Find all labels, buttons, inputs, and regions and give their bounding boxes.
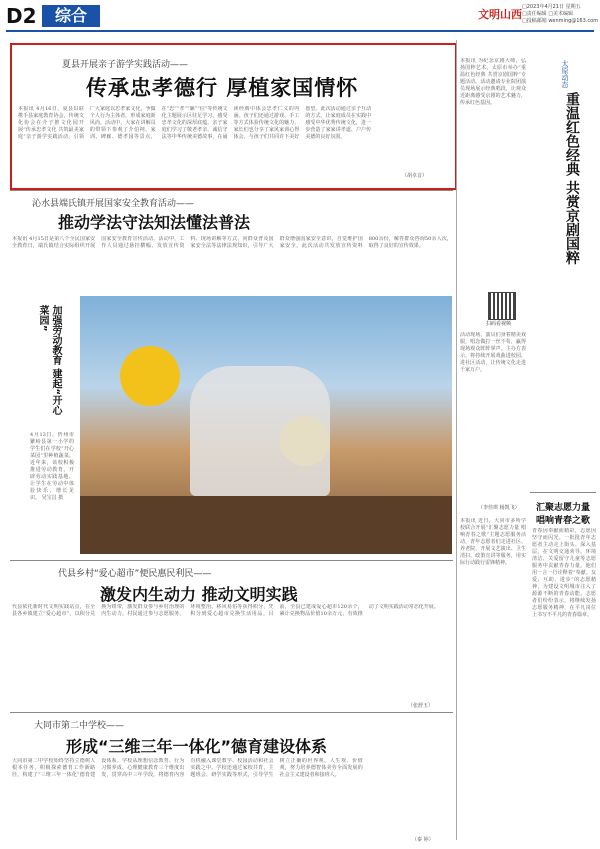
article1-body: 本报讯 4月16日，夏县妇联携手县家庭教育协会，传统文化协会在介子推文化园开展“传承忠孝文化 共筑最美家庭”亲子游学实践活动，引领广大家庭以忠孝家文化，争做个人行为主体者，形成家庭新风尚。活动中，大家在讲解员的带领下参观了介伯祠、家训、碑廊、德孝园等景点，在“忠”“孝”“廉”“信”等传统文化主题展示区驻足学习，感受忠孝文化的深厚底蕴。亲子家庭们学习了敬老孝亲、诚信守法等中华传统美德故事，在诵读经典中体会忠孝仁义的内涵。孩子们还通过游戏、手工等方式体验传统文化的魅力，家长们也分享了家风家训心得体会，与孩子们共同许下美好愿望。此次活动通过亲子互动的方式，让家庭成员在实践中感受中华优秀传统文化，进一步营造了家家讲孝道、户户传美德的良好氛围。 [18, 106, 372, 140]
editor-info: □责任编辑 □美术编辑 [522, 11, 574, 17]
article4-byline: （秦 婷） [412, 837, 434, 843]
masthead-rule [6, 30, 594, 32]
qr-code [488, 292, 516, 320]
article4-title: 形成“三维三年一体化”德育建设体系 [66, 737, 328, 756]
side-kicker: 太原动态 [561, 60, 569, 88]
section-label: 综合 [42, 5, 100, 27]
article1-subtitle: 夏县开展亲子游学实践活动—— [62, 60, 189, 70]
page-code: D2 [6, 4, 37, 28]
photo-caption: 4月13日，忻州市繁峙县第一小学的学生们在学校“开心菜园”里种植蔬菜。近年来，该校积极推进劳动教育，开辟劳动实践基地，让学生在劳动中体验快乐、增长见识。 吴宝昌 摄 [30, 432, 74, 501]
qr-caption: 扫码看视频 [486, 321, 512, 327]
right-body: 青春因奉献而精彩，志愿因坚守而闪光。一批批青年志愿者主动走上街头、深入基层，在文明交通劝导、环境清洁、关爱留守儿童等志愿服务中贡献青春力量。他们用一言一行诠释着“奉献、友爱、互助、进步”的志愿精神，为建设文明城市注入了源源不断的青春动能。志愿者们纷纷表示，将继续发扬志愿服务精神，在平凡岗位上书写不平凡的青春篇章。 [532, 528, 596, 618]
right-rule [530, 492, 596, 493]
article2-body: 本报讯 4月15日是第八个全民国家安全教育日，端氏镇结合实际组织开展国家安全教育宣传活动。活动中，工作人员通过悬挂横幅、发放宣传资料、现场讲解等方式，向群众普及国家安全法等法律法规知识，引导广大群众增强国家安全意识，自觉维护国家安全。此次活动共发放宣传资料800余份，解答群众咨询50余人次，取得了良好的宣传效果。 [12, 236, 452, 249]
article1-byline: （胡卓音） [402, 173, 428, 179]
email-info: □投稿邮箱 wenming@163.com [522, 18, 599, 24]
rule-2 [10, 190, 453, 191]
right-kicker: 汇聚志愿力量 [536, 503, 591, 513]
article2-title: 推动学法守法知法懂法普法 [58, 213, 251, 232]
column-divider [456, 40, 457, 840]
rule-3 [10, 560, 453, 561]
article4-subtitle: 大同市第二中学校—— [34, 721, 125, 731]
date-info: □2023年4月21日 星期五 [522, 4, 581, 10]
side-body2: 活动现场，演员们身着精美戏服，唱念做打一丝不苟，赢得现场观众阵阵掌声。主办方表示，将持续开展戏曲进校园、进社区活动，让传统文化走进千家万户。 [460, 332, 526, 373]
side-byline: （李佳琪 杨凯飞） [478, 505, 520, 511]
garden-bed [80, 496, 452, 554]
article1-title: 传承忠孝德行 厚植家国情怀 [86, 76, 359, 100]
side-cont: 本报讯 近日，大同市多所学校联合开展“汇聚志愿力量 唱响青春之歌”主题志愿服务活动，青年志愿者们走进社区、养老院，开展文艺演出、卫生清扫、政策宣讲等服务，用实际行动践行雷锋精神。 [460, 518, 526, 566]
right-title: 唱响青春之歌 [536, 516, 591, 526]
side-title: 重温红色经典 共赏京剧国粹 [564, 92, 580, 265]
sunflower-decor [120, 346, 180, 406]
article4-body: 大同市第二中学校始终坚持立德树人根本任务，积极探索德育工作新路径，构建了“三维三年一体化”德育建设体系。学校从理想信念教育、行为习惯养成、心理健康教育三个维度出发，贯穿高中三年学段，将德育内容有机融入课堂教学、校园活动和社会实践之中。学校还通过家校共育、主题班会、研学实践等形式，引导学生树立正确的世界观、人生观、价值观，努力培养德智体美劳全面发展的社会主义建设者和接班人。 [12, 758, 363, 778]
article3-subtitle: 代县乡村“爱心超市”便民惠民利民—— [58, 569, 212, 579]
news-photo [80, 296, 452, 554]
rule-4 [10, 712, 453, 713]
article3-body: 代县依托新时代文明实践站点，在全县各乡镇建立“爱心超市”，以积分兑换为纽带，激发群众参与乡村治理的内生动力。村民通过参与志愿服务、环境整治、移风易俗等获得积分，凭积分到爱心超市兑换生活用品。目前，全县已建成爱心超市120余个，累计兑换物品价值10余万元，有效推动了文明实践活动常态化开展。 [12, 604, 439, 617]
masthead-logo: 文明山西 [478, 8, 522, 21]
photo-title: 加强劳动教育 建起“开心菜园” [37, 305, 61, 416]
article3-byline: （张舒玉） [408, 703, 434, 709]
side-body: 本报讯 为纪念京剧大师，弘扬国粹艺术，太原市举办“重温红色经典 共赏京剧国粹”专题活动。活动邀请专业院团演员现场展示经典唱段，让观众近距离感受京剧的艺术魅力，传承红色基因。 [460, 58, 526, 106]
article2-subtitle: 沁水县端氏镇开展国家安全教育活动—— [32, 199, 195, 209]
article3-title: 激发内生动力 推动文明实践 [100, 585, 298, 604]
student-figures [190, 366, 330, 496]
